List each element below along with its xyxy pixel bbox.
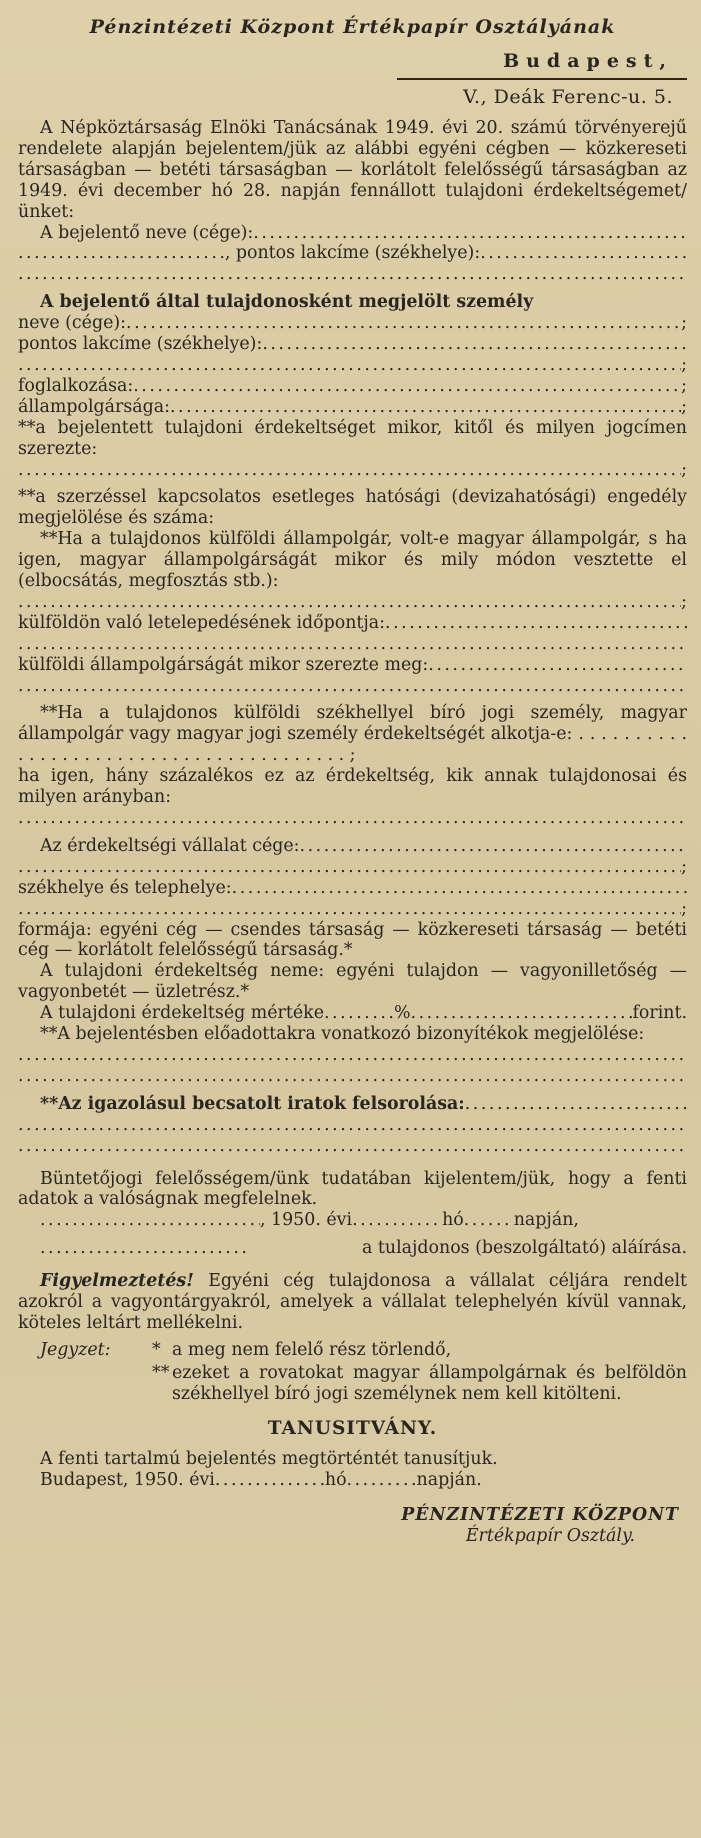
city: Budapest, — [503, 50, 673, 72]
certificate-text: A fenti tartalmú bejelentés megtörténtét tanusítjuk. — [40, 1449, 498, 1470]
reporter-address-line[interactable] — [18, 243, 687, 264]
address: V., Deák Ferenc-u. 5. — [463, 86, 673, 108]
note-symbol: ** — [152, 1362, 170, 1383]
blank-line[interactable]: . . . ; — [18, 899, 687, 920]
fill-dots — [215, 1470, 325, 1491]
note-text: a meg nem felelő rész törlendő, — [172, 1339, 452, 1360]
settled-abroad-label: külföldön való letelepedésének időpontja: — [18, 612, 386, 633]
blank-line[interactable] — [18, 634, 687, 655]
fill-dots — [133, 376, 681, 397]
reporter-address-label: , pontos lakcíme (székhelye): — [224, 243, 481, 264]
blank-line[interactable] — [18, 1136, 687, 1157]
fill-dots — [262, 334, 687, 355]
evidence-field[interactable] — [18, 1024, 687, 1045]
owner-address-line[interactable] — [18, 334, 687, 355]
fill-dots — [18, 1045, 687, 1066]
fill-dots — [253, 223, 687, 244]
owner-heading: A bejelentő által tulajdonosként megjelölt személy — [40, 292, 534, 313]
citizenship-label: állampolgársága: — [18, 396, 170, 417]
blank-line[interactable]: . . . ; — [18, 592, 687, 613]
company-site-line[interactable] — [18, 878, 687, 899]
fill-dots — [18, 899, 681, 920]
fill-dots — [18, 355, 681, 376]
acquired-label: **a bejelentett tulajdoni érdekeltséget mikor, kitől és milyen jogcímen szerezte: — [18, 417, 687, 459]
date-month: hó — [442, 1210, 464, 1231]
acquired-field[interactable] — [18, 418, 687, 460]
issuer-department: Értékpapír Osztály. — [465, 1526, 635, 1547]
percent-owners-field[interactable] — [18, 766, 687, 808]
certificate-month: hó — [324, 1470, 347, 1491]
note-1 — [18, 1340, 687, 1361]
date-line[interactable] — [18, 1210, 687, 1231]
fill-dots — [300, 836, 687, 857]
attachments-line[interactable] — [18, 1094, 687, 1115]
form-body — [18, 118, 687, 1547]
blank-line[interactable] — [18, 264, 687, 285]
fill-dots — [480, 243, 687, 264]
fill-dots — [18, 592, 681, 613]
issuer-name: PÉNZINTÉZETI KÖZPONT — [401, 1505, 679, 1526]
fill-dots — [18, 460, 681, 481]
note-text: ezeket a rovatokat magyar állampolgárnak és belföldön székhellyel bíró jogi személynek nem kell kitölteni. — [172, 1362, 687, 1404]
foreign-citizenship-line[interactable] — [18, 655, 687, 676]
note-symbol: * — [152, 1339, 161, 1360]
warning-paragraph — [18, 1271, 687, 1334]
fill-dots — [18, 857, 681, 878]
fill-dots — [232, 878, 687, 899]
citizenship-line[interactable]: állampolgársága: . . . ; — [18, 397, 687, 418]
header-rule — [397, 78, 687, 80]
occupation-label: foglalkozása: — [18, 375, 134, 396]
foreign-citizenship-label: külföldi állampolgárságát mikor szerezte meg: — [18, 654, 429, 675]
foreign-owner-field[interactable] — [18, 529, 687, 592]
date-day: napján, — [513, 1210, 579, 1231]
fill-dots — [18, 1066, 687, 1087]
certificate-day: napján. — [416, 1470, 482, 1491]
occupation-line[interactable]: foglalkozása: . . . ; — [18, 376, 687, 397]
signature-line[interactable] — [18, 1238, 687, 1259]
date-year: , 1950. évi — [260, 1210, 353, 1231]
permit-label: **a szerzéssel kapcsolatos esetleges hatósági (devizahatósági) engedély megjelölése és száma: — [18, 487, 687, 529]
attachments-label: **Az igazolásul becsatolt iratok felsorolása: — [40, 1093, 465, 1114]
fill-dots — [18, 1115, 687, 1136]
fill-dots — [18, 676, 687, 697]
fill-dots — [40, 1210, 260, 1231]
declaration: Büntetőjogi felelősségem/ünk tudatában kijelentem/jük, hogy a fenti adatok a valóságnak megfelelnek. — [18, 1168, 687, 1210]
foreign-entity-field[interactable]: **Ha a tulajdonos külföldi székhellyel bíró jogi személy, magyar állampolgár vagy magyar jogi személy érdekeltségét alkotja-e: . . . . . . . . . . . . . . . . . . . . . . . . . . . . . . . . . . . . . . . . ; — [18, 703, 688, 766]
certificate-place-year: Budapest, 1950. évi — [40, 1470, 215, 1491]
amount-label: A tulajdoni érdekeltség mértéke — [40, 1003, 324, 1024]
owner-address-label: pontos lakcíme (székhelye): — [18, 334, 263, 355]
signature-label: a tulajdonos (beszolgáltató) aláírása. — [361, 1238, 687, 1259]
company-name-line[interactable] — [18, 836, 687, 857]
warning-label: Figyelmeztetés! — [40, 1271, 194, 1292]
fill-dots — [385, 613, 687, 634]
certificate-date-line[interactable] — [18, 1470, 687, 1491]
foreign-owner-label: **Ha a tulajdonos külföldi állampolgár, volt-e magyar állampolgár, s ha igen, magyar állampolgárságát mikor és mily módon vesztette el (elbocsátás, megfosztás stb.): — [18, 529, 687, 592]
blank-line[interactable]: . . . ; — [18, 355, 687, 376]
blank-line[interactable]: . . . ; — [18, 460, 687, 481]
blank-line[interactable] — [18, 1066, 687, 1087]
fill-dots — [352, 1210, 442, 1231]
amount-percent: % — [393, 1003, 411, 1024]
owner-name-label: neve (cége): — [18, 313, 127, 334]
fill-dots — [126, 313, 681, 334]
reporter-name-label: A bejelentő neve (cége): — [40, 222, 254, 243]
warning-text: Egyéni cég tulajdonosa a vállalat céljára rendelt azokról a vagyontárgyakról, amelyek a vállalat telephelyén kívül vannak, köteles leltárt mellékelni. — [18, 1271, 687, 1333]
blank-line[interactable] — [18, 808, 687, 829]
interest-kind-field: A tulajdoni érdekeltség neme: egyéni tulajdon — vagyonilletőség — vagyonbetét — üzletrész.* — [18, 961, 687, 1003]
form-type-field: formája: egyéni cég — csendes társaság — közkereseti társaság — betéti cég — korlátolt felelősségű társaság.* — [18, 919, 687, 961]
fill-dots — [18, 634, 687, 655]
fill-dots — [428, 655, 687, 676]
reporter-name-line[interactable] — [18, 223, 687, 244]
permit-field[interactable] — [18, 487, 687, 529]
fill-dots — [347, 1470, 417, 1491]
fill-dots — [18, 808, 687, 829]
notes-label: Jegyzet: — [40, 1339, 111, 1360]
fill-dots — [465, 1094, 687, 1115]
percent-owners-label: ha igen, hány százalékos ez az érdekeltség, kik annak tulajdonosai és milyen arányban: — [18, 766, 687, 808]
fill-dots — [18, 243, 225, 264]
amount-line[interactable] — [18, 1003, 687, 1024]
note-2 — [18, 1363, 687, 1405]
settled-abroad-line[interactable] — [18, 613, 687, 634]
fill-dots — [18, 1136, 687, 1157]
recipient-title: Pénzintézeti Központ Értékpapír Osztályának — [89, 16, 616, 38]
blank-line[interactable]: . . . ; — [18, 857, 687, 878]
company-site-label: székhelye és telephelye: — [18, 877, 232, 898]
certificate-title: TANUSITVÁNY. — [267, 1417, 438, 1439]
owner-name-line[interactable]: neve (cége): . . . ; — [18, 313, 687, 334]
amount-currency: forint. — [632, 1003, 687, 1024]
blank-line[interactable] — [18, 1115, 687, 1136]
fill-dots — [411, 1003, 633, 1024]
fill-dots — [170, 397, 681, 418]
intro-paragraph: A Népköztársaság Elnöki Tanácsának 1949. évi 20. számú törvényerejű rendelete alapján bejelentem/jük az alábbi egyéni cégben — közkereseti társaságban — betéti társaságban — korlátolt felelősségű társaságban az 1949. évi december hó 28. napján fennállott tulajdoni érdekeltségemet/ünket: — [18, 118, 687, 222]
evidence-label: **A bejelentésben előadottakra vonatkozó bizonyítékok megjelölése: — [40, 1024, 645, 1045]
fill-dots — [18, 264, 687, 285]
blank-line[interactable] — [18, 1045, 687, 1066]
fill-dots — [324, 1003, 394, 1024]
fill-dots — [464, 1210, 514, 1231]
company-name-label: Az érdekeltségi vállalat cége: — [40, 835, 300, 856]
foreign-entity-label: **Ha a tulajdonos külföldi székhellyel bíró jogi személy, magyar állampolgár vagy magyar jogi személy érdekeltségét alkotja-e: — [18, 703, 687, 745]
blank-line[interactable] — [18, 676, 687, 697]
fill-dots — [40, 1238, 250, 1259]
